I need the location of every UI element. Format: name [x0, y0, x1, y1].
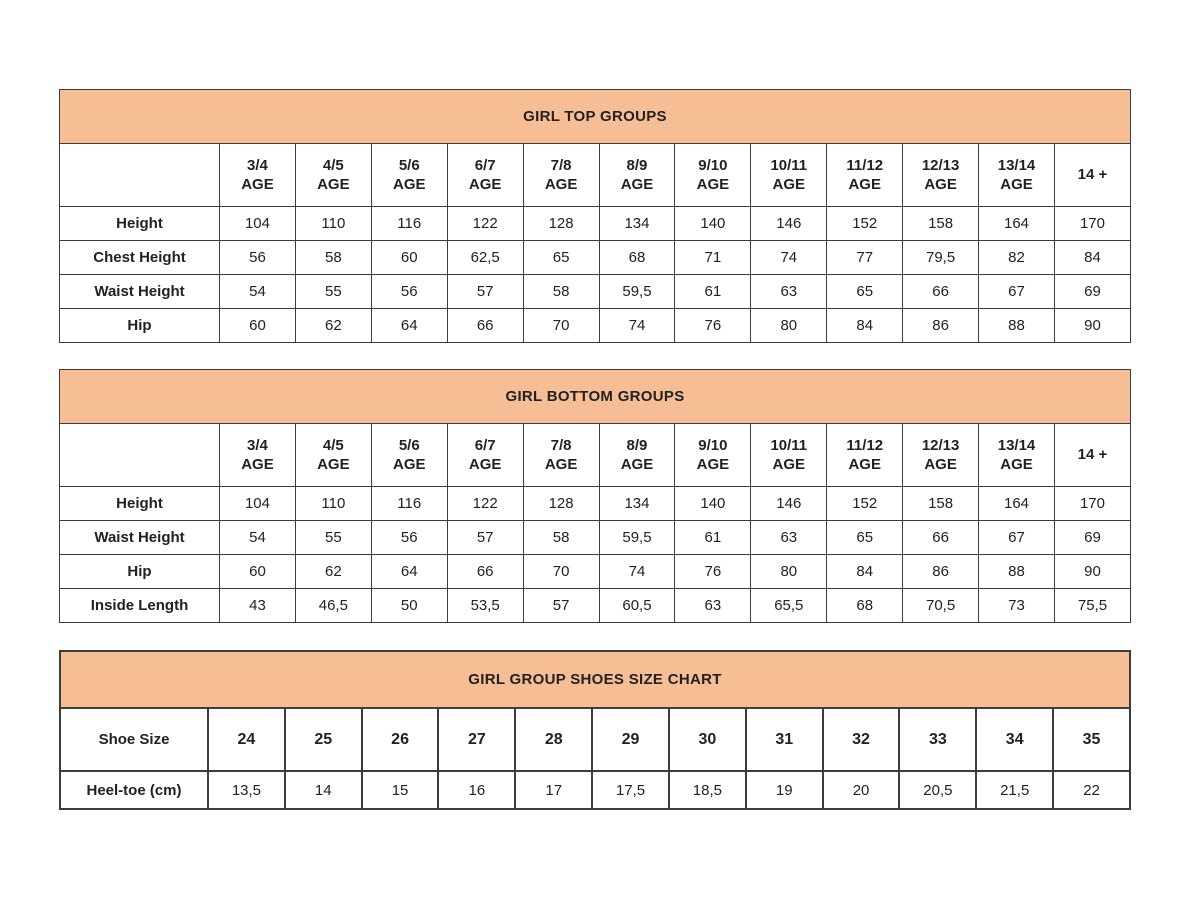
value-cell: 140	[675, 207, 751, 241]
value-cell: 27	[438, 708, 515, 771]
girl-bottom-groups-title: GIRL BOTTOM GROUPS	[60, 370, 1131, 424]
value-cell: 67	[979, 521, 1055, 555]
value-cell: 66	[903, 275, 979, 309]
value-cell: 63	[675, 589, 751, 623]
girl-bottom-groups-table	[59, 369, 1131, 623]
value-cell: 60	[371, 241, 447, 275]
row-label: Hip	[60, 309, 220, 343]
value-cell: 122	[447, 487, 523, 521]
age-column-header-line: 13/14	[997, 436, 1036, 454]
value-cell: 116	[371, 207, 447, 241]
age-column-header-line: 11/12	[846, 156, 884, 174]
girl-top-groups-section	[59, 89, 1131, 343]
table-row	[60, 487, 1131, 521]
value-cell: 30	[669, 708, 746, 771]
value-cell: 57	[447, 275, 523, 309]
value-cell: 128	[523, 207, 599, 241]
value-cell: 122	[447, 207, 523, 241]
value-cell: 64	[371, 309, 447, 343]
age-column-header-line: AGE	[544, 456, 578, 473]
value-cell: 104	[220, 487, 296, 521]
row-label: Chest Height	[60, 241, 220, 275]
value-cell: 65	[827, 521, 903, 555]
age-column-header	[523, 144, 599, 207]
value-cell: 17	[515, 771, 592, 809]
girl-shoes-size-table	[59, 650, 1131, 810]
value-cell: 62	[295, 555, 371, 589]
value-cell: 61	[675, 521, 751, 555]
age-column-header	[371, 144, 447, 207]
value-cell: 134	[599, 207, 675, 241]
age-column-header	[827, 144, 903, 207]
value-cell: 68	[599, 241, 675, 275]
value-cell: 75,5	[1054, 589, 1130, 623]
value-cell: 20,5	[899, 771, 976, 809]
age-column-header-line: AGE	[241, 456, 274, 473]
value-cell: 56	[371, 275, 447, 309]
table-row	[60, 521, 1131, 555]
value-cell: 55	[295, 275, 371, 309]
value-cell: 88	[979, 555, 1055, 589]
value-cell: 63	[751, 275, 827, 309]
age-column-header-line: 7/8	[550, 156, 572, 174]
age-column-header-line: AGE	[1000, 456, 1033, 473]
value-cell: 57	[523, 589, 599, 623]
value-cell: 66	[903, 521, 979, 555]
age-column-header	[447, 424, 523, 487]
value-cell: 14	[285, 771, 362, 809]
value-cell: 80	[751, 555, 827, 589]
age-column-header-line: 11/12	[846, 436, 884, 454]
value-cell: 56	[371, 521, 447, 555]
age-column-header-line: AGE	[620, 456, 654, 473]
age-column-header-line: AGE	[772, 176, 806, 193]
table-row	[60, 708, 1130, 771]
row-label: Hip	[60, 555, 220, 589]
age-column-header-line: AGE	[620, 176, 654, 193]
value-cell: 28	[515, 708, 592, 771]
age-column-header-line: AGE	[696, 456, 730, 473]
age-column-header-line: AGE	[393, 176, 426, 193]
value-cell: 35	[1053, 708, 1130, 771]
value-cell: 25	[285, 708, 362, 771]
age-column-header	[295, 424, 371, 487]
age-column-header-line: 3/4	[247, 156, 268, 174]
row-label: Shoe Size	[60, 708, 208, 771]
age-column-header	[751, 424, 827, 487]
value-cell: 58	[295, 241, 371, 275]
age-column-header-line: AGE	[848, 456, 881, 473]
age-column-header-line: AGE	[317, 456, 350, 473]
value-cell: 140	[675, 487, 751, 521]
age-column-header-line: AGE	[1000, 176, 1033, 193]
table-row	[60, 771, 1130, 809]
corner-cell	[60, 424, 220, 487]
value-cell: 90	[1054, 309, 1130, 343]
age-column-header	[903, 144, 979, 207]
age-column-header	[220, 424, 296, 487]
age-column-header-line: 9/10	[698, 156, 728, 174]
age-column-header-line: 4/5	[322, 436, 344, 454]
value-cell: 110	[295, 207, 371, 241]
value-cell: 65	[523, 241, 599, 275]
value-cell: 20	[823, 771, 900, 809]
age-column-header	[599, 424, 675, 487]
value-cell: 74	[599, 309, 675, 343]
value-cell: 46,5	[295, 589, 371, 623]
value-cell: 65	[827, 275, 903, 309]
value-cell: 67	[979, 275, 1055, 309]
girl-shoes-size-section	[59, 650, 1131, 810]
value-cell: 71	[675, 241, 751, 275]
age-column-header-line: 5/6	[398, 436, 420, 454]
age-column-header	[903, 424, 979, 487]
age-column-header-line: 8/9	[626, 436, 648, 454]
value-cell: 53,5	[447, 589, 523, 623]
value-cell: 110	[295, 487, 371, 521]
value-cell: 82	[979, 241, 1055, 275]
value-cell: 79,5	[903, 241, 979, 275]
age-column-header-line: AGE	[468, 456, 502, 473]
value-cell: 76	[675, 309, 751, 343]
table-row	[60, 275, 1131, 309]
value-cell: 170	[1054, 207, 1130, 241]
age-column-header-line: AGE	[317, 176, 350, 193]
value-cell: 34	[976, 708, 1053, 771]
value-cell: 90	[1054, 555, 1130, 589]
value-cell: 73	[979, 589, 1055, 623]
value-cell: 116	[371, 487, 447, 521]
value-cell: 74	[599, 555, 675, 589]
table-row	[60, 207, 1131, 241]
value-cell: 58	[523, 521, 599, 555]
value-cell: 70	[523, 309, 599, 343]
row-label: Heel-toe (cm)	[60, 771, 208, 809]
value-cell: 88	[979, 309, 1055, 343]
age-column-header	[220, 144, 296, 207]
value-cell: 146	[751, 207, 827, 241]
age-column-header	[827, 424, 903, 487]
value-cell: 158	[903, 487, 979, 521]
table-row	[60, 309, 1131, 343]
value-cell: 29	[592, 708, 669, 771]
age-column-header-line: 8/9	[626, 156, 648, 174]
corner-cell	[60, 144, 220, 207]
size-chart-content	[59, 89, 1131, 810]
value-cell: 66	[447, 555, 523, 589]
age-column-header	[675, 144, 751, 207]
girl-group-shoes-size-chart-title: GIRL GROUP SHOES SIZE CHART	[60, 651, 1130, 708]
value-cell: 66	[447, 309, 523, 343]
value-cell: 86	[903, 309, 979, 343]
age-column-header-line: 10/11	[770, 156, 808, 174]
value-cell: 152	[827, 207, 903, 241]
value-cell: 68	[827, 589, 903, 623]
age-column-header-line: AGE	[241, 176, 274, 193]
value-cell: 128	[523, 487, 599, 521]
value-cell: 57	[447, 521, 523, 555]
age-column-header	[979, 144, 1055, 207]
age-column-header	[295, 144, 371, 207]
row-label: Height	[60, 487, 220, 521]
girl-top-groups-title: GIRL TOP GROUPS	[60, 90, 1131, 144]
value-cell: 164	[979, 487, 1055, 521]
age-column-header-line: 7/8	[550, 436, 572, 454]
value-cell: 70,5	[903, 589, 979, 623]
row-label: Height	[60, 207, 220, 241]
table-row	[60, 241, 1131, 275]
age-column-header-line: 5/6	[398, 156, 420, 174]
girl-bottom-groups-section	[59, 369, 1131, 623]
value-cell: 69	[1054, 521, 1130, 555]
age-column-header-line: AGE	[772, 456, 806, 473]
age-column-header	[1054, 424, 1130, 487]
value-cell: 56	[220, 241, 296, 275]
value-cell: 65,5	[751, 589, 827, 623]
age-column-header-line: AGE	[393, 456, 426, 473]
value-cell: 43	[220, 589, 296, 623]
age-column-header-line: 12/13	[921, 436, 960, 454]
value-cell: 63	[751, 521, 827, 555]
age-column-header	[751, 144, 827, 207]
value-cell: 152	[827, 487, 903, 521]
row-label: Waist Height	[60, 275, 220, 309]
age-column-header	[371, 424, 447, 487]
table-row	[60, 589, 1131, 623]
value-cell: 84	[827, 555, 903, 589]
value-cell: 26	[362, 708, 439, 771]
value-cell: 60	[220, 555, 296, 589]
age-column-header-line: 6/7	[474, 156, 496, 174]
value-cell: 24	[208, 708, 285, 771]
value-cell: 54	[220, 521, 296, 555]
age-column-header-line: 14 +	[1077, 166, 1108, 184]
value-cell: 54	[220, 275, 296, 309]
value-cell: 60,5	[599, 589, 675, 623]
value-cell: 22	[1053, 771, 1130, 809]
age-column-header-line: 10/11	[770, 436, 808, 454]
row-label: Waist Height	[60, 521, 220, 555]
age-column-header-line: AGE	[544, 176, 578, 193]
value-cell: 50	[371, 589, 447, 623]
value-cell: 16	[438, 771, 515, 809]
value-cell: 31	[746, 708, 823, 771]
age-column-header-line: AGE	[848, 176, 881, 193]
value-cell: 21,5	[976, 771, 1053, 809]
value-cell: 70	[523, 555, 599, 589]
age-column-header-line: 6/7	[474, 436, 496, 454]
age-column-header-line: AGE	[468, 176, 502, 193]
age-column-header	[599, 144, 675, 207]
value-cell: 59,5	[599, 521, 675, 555]
value-cell: 32	[823, 708, 900, 771]
value-cell: 86	[903, 555, 979, 589]
value-cell: 84	[827, 309, 903, 343]
value-cell: 58	[523, 275, 599, 309]
girl-top-groups-table	[59, 89, 1131, 343]
value-cell: 17,5	[592, 771, 669, 809]
age-column-header	[675, 424, 751, 487]
age-column-header	[1054, 144, 1130, 207]
value-cell: 69	[1054, 275, 1130, 309]
age-column-header-line: AGE	[924, 456, 957, 473]
value-cell: 76	[675, 555, 751, 589]
value-cell: 13,5	[208, 771, 285, 809]
age-column-header-line: 9/10	[698, 436, 728, 454]
age-column-header-line: 14 +	[1077, 446, 1108, 464]
value-cell: 74	[751, 241, 827, 275]
age-column-header-line: AGE	[924, 176, 957, 193]
value-cell: 62,5	[447, 241, 523, 275]
value-cell: 55	[295, 521, 371, 555]
value-cell: 61	[675, 275, 751, 309]
value-cell: 164	[979, 207, 1055, 241]
value-cell: 64	[371, 555, 447, 589]
age-column-header-line: 13/14	[997, 156, 1036, 174]
age-column-header-line: 12/13	[921, 156, 960, 174]
value-cell: 77	[827, 241, 903, 275]
value-cell: 80	[751, 309, 827, 343]
value-cell: 18,5	[669, 771, 746, 809]
value-cell: 15	[362, 771, 439, 809]
value-cell: 59,5	[599, 275, 675, 309]
value-cell: 134	[599, 487, 675, 521]
age-column-header	[523, 424, 599, 487]
age-column-header-line: 3/4	[247, 436, 268, 454]
age-column-header	[447, 144, 523, 207]
value-cell: 60	[220, 309, 296, 343]
value-cell: 19	[746, 771, 823, 809]
value-cell: 104	[220, 207, 296, 241]
value-cell: 158	[903, 207, 979, 241]
value-cell: 62	[295, 309, 371, 343]
age-column-header	[979, 424, 1055, 487]
value-cell: 170	[1054, 487, 1130, 521]
value-cell: 146	[751, 487, 827, 521]
row-label: Inside Length	[60, 589, 220, 623]
age-column-header-line: 4/5	[322, 156, 344, 174]
age-column-header-line: AGE	[696, 176, 730, 193]
table-row	[60, 555, 1131, 589]
value-cell: 84	[1054, 241, 1130, 275]
value-cell: 33	[899, 708, 976, 771]
